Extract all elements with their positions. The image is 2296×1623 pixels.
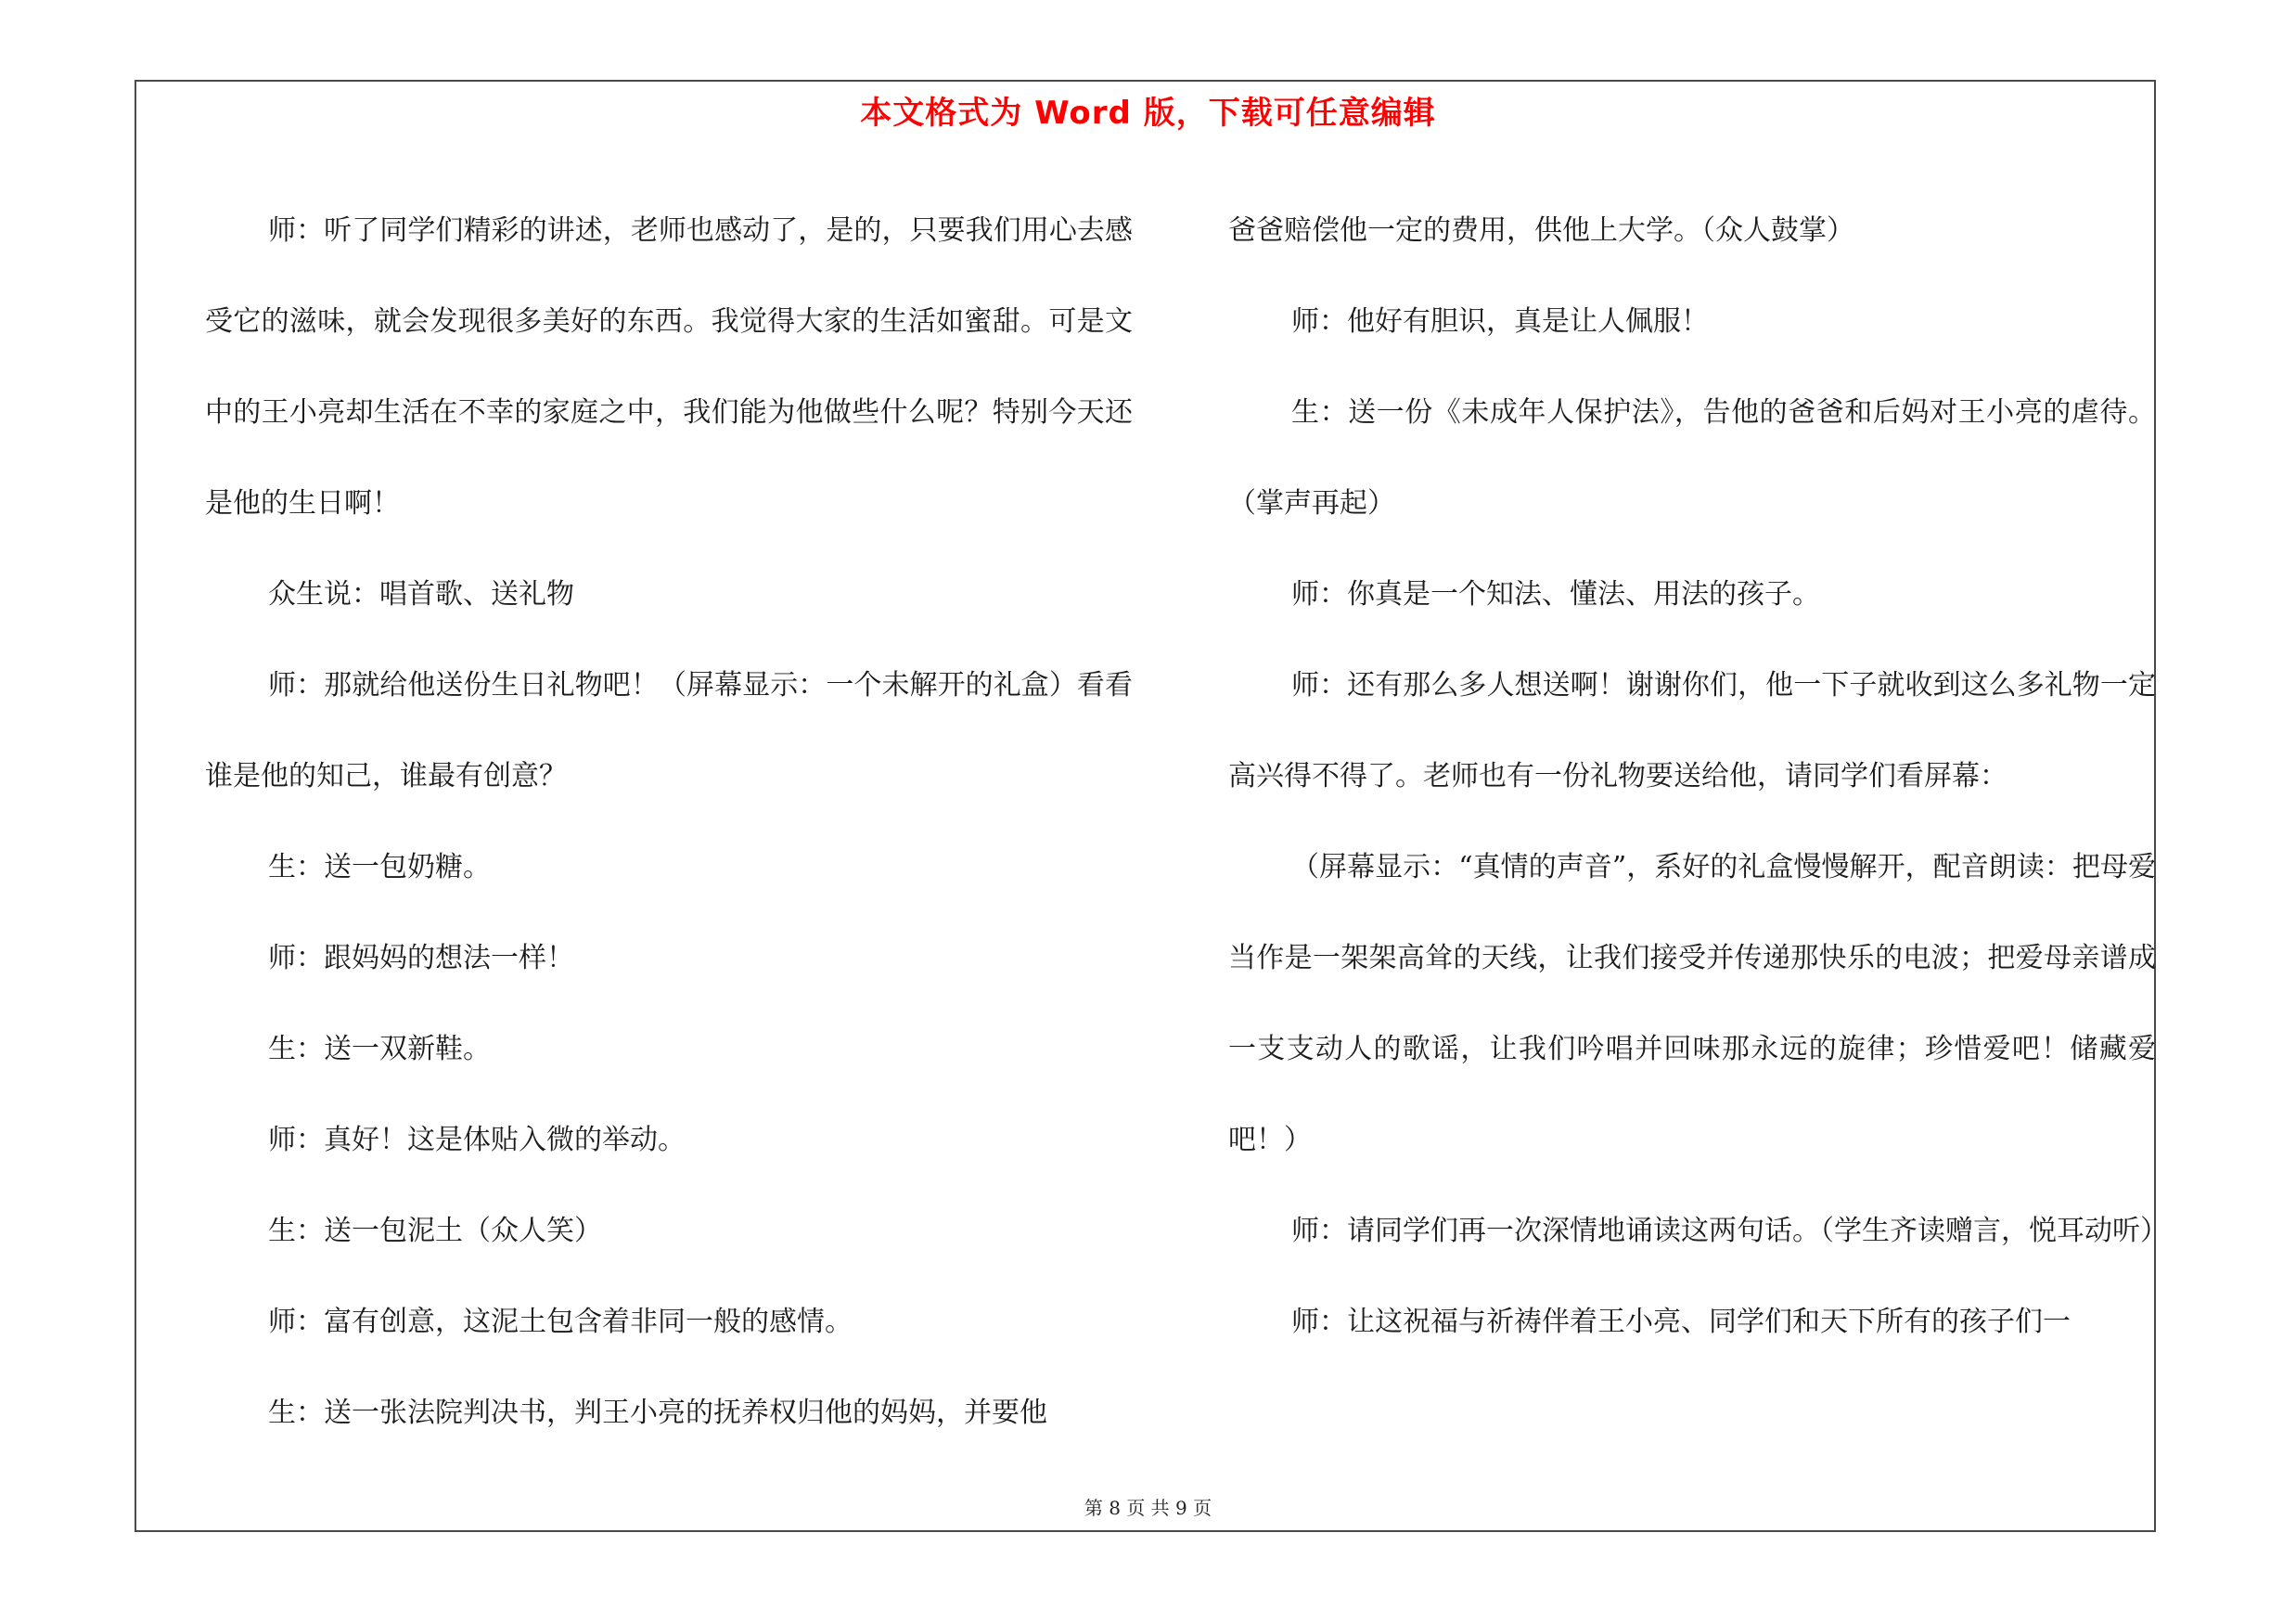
paragraph: 师：跟妈妈的想法一样！ xyxy=(268,942,574,974)
paragraph: 生：送一双新鞋。 xyxy=(268,1033,491,1065)
page-number-footer: 第 8 页 共 9 页 xyxy=(1084,1497,1212,1519)
paragraph: 师：还有那么多人想送啊！谢谢你们，他一下子就收到这么多礼物一定高兴得不得了。老师也有一份礼物要送给他，请同学们看屏幕： xyxy=(1228,669,2156,792)
paragraph: 师：听了同学们精彩的讲述，老师也感动了，是的，只要我们用心去感受它的滋味，就会发现很多美好的东西。我觉得大家的生活如蜜甜。可是文中的王小亮却生活在不幸的家庭之中，我们能为他做些什么呢？特别今天还是他的生日啊！ xyxy=(205,214,1133,520)
left-text-column xyxy=(205,186,1133,1459)
paragraph: 师：富有创意，这泥土包含着非同一般的感情。 xyxy=(268,1306,853,1338)
right-text-column xyxy=(1228,186,2168,1368)
paragraph: 师：他好有胆识，真是让人佩服！ xyxy=(1291,305,1709,338)
paragraph: 师：你真是一个知法、懂法、用法的孩子。 xyxy=(1291,578,1820,611)
paragraph: （屏幕显示：“真情的声音”，系好的礼盒慢慢解开，配音朗读：把母爱当作是一架架高耸的天线，让我们接受并传递那快乐的电波；把爱母亲谱成一支支动人的歌谣，让我们吟唱并回味那永远的旋律；珍惜爱吧！储藏爱吧！） xyxy=(1228,851,2156,1156)
paragraph: 师：让这祝福与祈祷伴着王小亮、同学们和天下所有的孩子们一 xyxy=(1291,1306,2071,1338)
paragraph: 生：送一包奶糖。 xyxy=(268,851,491,883)
paragraph: 师：真好！这是体贴入微的举动。 xyxy=(268,1124,686,1156)
paragraph: 生：送一份《未成年人保护法》，告他的爸爸和后妈对王小亮的虐待。（掌声再起） xyxy=(1228,396,2156,520)
paragraph: 众生说：唱首歌、送礼物 xyxy=(268,578,574,611)
paragraph: 生：送一张法院判决书，判王小亮的抚养权归他的妈妈，并要他 xyxy=(268,1397,1047,1429)
paragraph: 生：送一包泥土（众人笑） xyxy=(268,1215,602,1247)
paragraph-continuation: 爸爸赔偿他一定的费用，供他上大学。（众人鼓掌） xyxy=(1228,214,1854,247)
word-format-banner: 本文格式为 Word 版，下载可任意编辑 xyxy=(860,95,1436,132)
paragraph: 师：请同学们再一次深情地诵读这两句话。（学生齐读赠言，悦耳动听） xyxy=(1291,1215,2168,1247)
paragraph: 师：那就给他送份生日礼物吧！（屏幕显示：一个未解开的礼盒）看看谁是他的知己，谁最有创意？ xyxy=(205,669,1133,792)
